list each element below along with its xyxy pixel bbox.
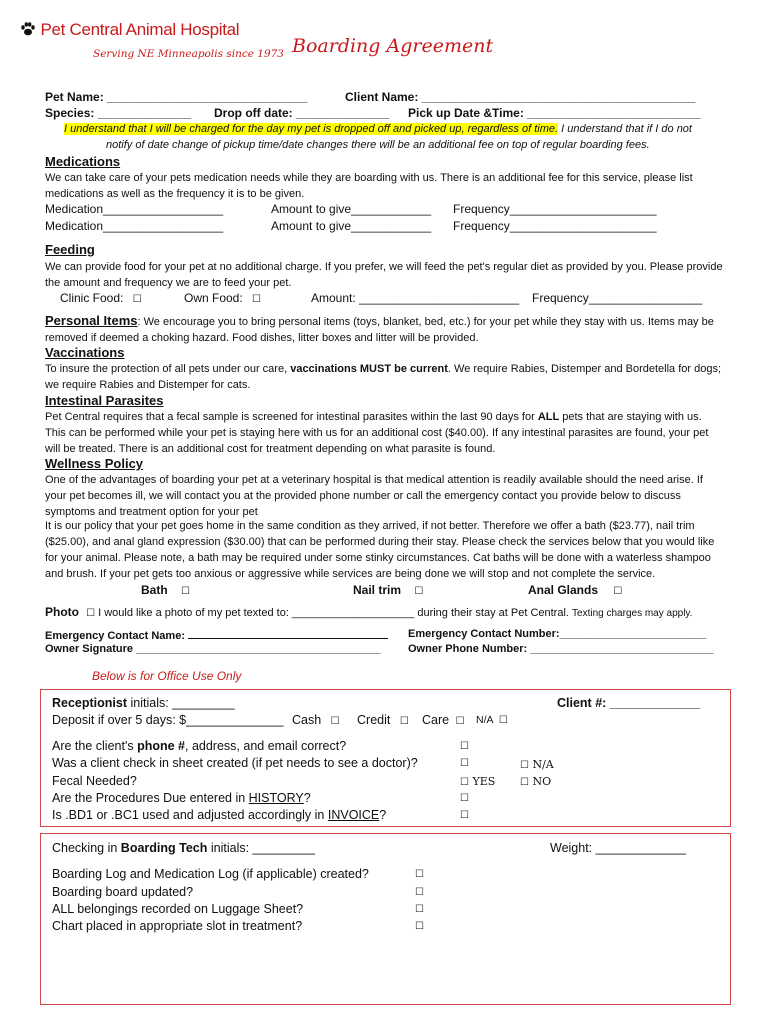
- na-option[interactable]: [476, 714, 508, 726]
- nail-trim-option[interactable]: [353, 583, 423, 597]
- fecal-no-option[interactable]: [520, 775, 551, 788]
- checkbox-icon[interactable]: ☐: [613, 586, 623, 597]
- food-frequency-field[interactable]: Frequency_________________: [532, 291, 703, 305]
- charge-notice-rest: I understand that if I do not: [558, 123, 692, 135]
- checkbox-icon[interactable]: ☐: [86, 608, 96, 619]
- feeding-text: We can provide food for your pet at no additional charge. If you prefer, we will feed the pet's regular diet as provided by you. Please provide the amount and frequency we are to feed your pet.: [45, 261, 723, 289]
- parasites-text-bold: ALL: [537, 411, 560, 423]
- pick-up-field[interactable]: Pick up Date &Time: __________________________: [408, 106, 701, 120]
- checkbox-icon[interactable]: ☐: [498, 715, 508, 726]
- wellness-text-2: It is our policy that your pet goes home in the same condition as they arrived, if not better. Therefore we offer a bath ($23.77), nail trim ($25.00), and anal gland expression ($30.00) that can be performed during their stay. Please check the services below that you would like for your animal. Please note, a bath may be required under some stinky circumstances. Cat baths will be done with a waterless shampoo and brush. If your pet gets too anxious or aggressive while services are being done we will stop and not complete the service.: [45, 520, 715, 580]
- office-use-note: Below is for Office Use Only: [92, 669, 242, 683]
- checkbox-icon[interactable]: ☐: [415, 921, 424, 932]
- question-history: [52, 791, 311, 805]
- medication-row-1-medication[interactable]: Medication__________________: [45, 202, 224, 216]
- vaccinations-text-bold: vaccinations MUST be current: [290, 363, 448, 375]
- wellness-text-1: One of the advantages of boarding your pet at a veterinary hospital is that medical attention is readily available should the need arise. If your pet becomes ill, we will contact you at the provided phone number or call the emergency contact you provide below to discuss symptoms and treatment option for your pet: [45, 474, 703, 518]
- charge-notice: [64, 123, 692, 135]
- question-checkin-sheet: Was a client check in sheet created (if pet needs to see a doctor)?: [52, 756, 418, 770]
- care-label: Care: [422, 713, 450, 727]
- client-number-field[interactable]: Client #: _____________: [557, 696, 701, 710]
- medication-row-1-frequency[interactable]: Frequency______________________: [453, 202, 657, 216]
- bath-label: Bath: [141, 583, 168, 597]
- checkin-b: Boarding Tech: [120, 841, 208, 855]
- wellness-heading: Wellness Policy: [45, 456, 144, 471]
- medications-heading: Medications: [45, 154, 121, 169]
- species-field[interactable]: Species: ______________: [45, 106, 192, 120]
- food-amount-field[interactable]: Amount: ________________________: [311, 291, 520, 305]
- owner-phone-field[interactable]: Owner Phone Number: ______________________________: [408, 643, 714, 655]
- vaccinations-text: [45, 361, 725, 393]
- receptionist-label: Receptionist: [52, 696, 128, 710]
- question-invoice-a: Is .BD1 or .BC1 used and adjusted accordingly in: [52, 808, 328, 822]
- checkbox-icon[interactable]: ☐: [252, 294, 262, 305]
- personal-items-text: : We encourage you to bring personal items (toys, blanket, bed, etc.) for your pet while they stay with us. Items may be removed if deemed a choking hazard. Food dishes, litter boxes and litter will be provided.: [45, 316, 714, 344]
- checkin-sheet-na-option[interactable]: [520, 758, 554, 771]
- photo-text: I would like a photo of my pet texted to: ____________________ during their stay at Pet Central.: [98, 607, 569, 619]
- question-phone-c: , address, and email correct?: [185, 739, 347, 753]
- question-phone-b: phone #: [137, 739, 185, 753]
- checkbox-icon[interactable]: ☐: [520, 777, 529, 788]
- owner-signature-field[interactable]: Owner Signature ________________________________________: [45, 643, 381, 655]
- parasites-text: [45, 409, 725, 457]
- anal-glands-label: Anal Glands: [528, 583, 599, 597]
- logo-text: Pet Central Animal Hospital: [40, 20, 240, 39]
- own-food-option[interactable]: [184, 291, 261, 305]
- task-luggage-sheet: ALL belongings recorded on Luggage Sheet?: [52, 902, 304, 916]
- checkbox-icon[interactable]: ☐: [460, 758, 469, 769]
- care-option[interactable]: [422, 713, 465, 727]
- vaccinations-heading: Vaccinations: [45, 345, 125, 360]
- question-phone: [52, 739, 346, 753]
- checkin-c: initials: _________: [207, 841, 316, 855]
- emergency-contact-name-label: Emergency Contact Name:: [45, 630, 185, 642]
- pet-name-field[interactable]: Pet Name: ______________________________: [45, 90, 308, 104]
- boarding-tech-initials-field[interactable]: [52, 841, 315, 855]
- vaccinations-text-a: To insure the protection of all pets under our care,: [45, 363, 291, 375]
- personal-items-heading: Personal Items: [45, 313, 138, 328]
- client-name-field[interactable]: Client Name: _________________________________________: [345, 90, 696, 104]
- logo: [20, 20, 239, 40]
- parasites-text-b: pets that are staying with us. This can be performed while your pet is staying here with us for an additional cost ($40.00). If any intestinal parasites are found, your pet will be treated. There is an additional cost for treatment depending on what parasite is found.: [45, 411, 709, 455]
- medication-row-2-frequency[interactable]: Frequency______________________: [453, 219, 657, 233]
- receptionist-initials: initials: _________: [127, 696, 235, 710]
- checkbox-icon[interactable]: ☐: [132, 294, 142, 305]
- question-invoice-c: ?: [379, 808, 387, 822]
- question-history-b: HISTORY: [248, 791, 304, 805]
- feeding-heading: Feeding: [45, 242, 95, 257]
- doc-title: Boarding Agreement: [292, 35, 494, 57]
- deposit-field[interactable]: Deposit if over 5 days: $______________: [52, 713, 284, 727]
- checkbox-icon[interactable]: ☐: [330, 716, 340, 727]
- nail-trim-label: Nail trim: [353, 583, 402, 597]
- checkbox-icon[interactable]: ☐: [460, 810, 469, 821]
- charge-notice-line2: notify of date change of pickup time/date changes there will be an additional fee on top of regular boarding fees.: [106, 139, 650, 151]
- clinic-food-label: Clinic Food:: [60, 291, 124, 305]
- credit-label: Credit: [357, 713, 391, 727]
- credit-option[interactable]: [357, 713, 409, 727]
- drop-off-field[interactable]: Drop off date: ______________: [214, 106, 390, 120]
- photo-option[interactable]: [45, 605, 692, 619]
- checkbox-icon[interactable]: ☐: [414, 586, 424, 597]
- medication-row-2-medication[interactable]: Medication__________________: [45, 219, 224, 233]
- fecal-yes-label: YES: [472, 775, 496, 788]
- checkbox-icon[interactable]: ☐: [415, 869, 424, 880]
- checkbox-icon[interactable]: ☐: [460, 793, 469, 804]
- question-invoice: [52, 808, 386, 822]
- fecal-no-label: NO: [532, 775, 552, 788]
- checkin-sheet-na-label: N/A: [532, 758, 554, 771]
- bath-option[interactable]: [141, 583, 190, 597]
- task-boarding-log: Boarding Log and Medication Log (if applicable) created?: [52, 867, 369, 881]
- clinic-food-option[interactable]: [60, 291, 142, 305]
- receptionist-field[interactable]: [52, 696, 235, 710]
- question-fecal: Fecal Needed?: [52, 774, 137, 788]
- emergency-contact-name-line: [188, 628, 388, 639]
- own-food-label: Own Food:: [184, 291, 243, 305]
- anal-glands-option[interactable]: [528, 583, 622, 597]
- question-invoice-b: INVOICE: [327, 808, 380, 822]
- checkbox-icon[interactable]: ☐: [181, 586, 190, 597]
- cash-label: Cash: [292, 713, 322, 727]
- question-phone-a: Are the client's: [52, 739, 138, 753]
- paw-print-icon: [20, 21, 36, 37]
- medications-text: We can take care of your pets medication needs while they are boarding with us. There is an additional fee for this service, please list medications as well as the frequency it is to be given.: [45, 172, 693, 200]
- checkbox-icon[interactable]: ☐: [399, 716, 409, 727]
- weight-field[interactable]: Weight: _____________: [550, 841, 686, 855]
- photo-note: Texting charges may apply.: [572, 608, 693, 619]
- checkbox-icon[interactable]: ☐: [460, 741, 469, 752]
- medication-row-2-amount[interactable]: Amount to give____________: [271, 219, 432, 233]
- vaccinations-text-b: . We require Rabies, Distemper and Bordetella for dogs; we require Rabies and Distemper for cats.: [45, 363, 722, 391]
- checkbox-icon[interactable]: ☐: [415, 887, 424, 898]
- emergency-contact-number-field[interactable]: Emergency Contact Number:________________________: [408, 628, 707, 640]
- emergency-contact-name-field[interactable]: [45, 628, 388, 642]
- checkbox-icon[interactable]: ☐: [520, 760, 529, 771]
- checkbox-icon[interactable]: ☐: [455, 716, 465, 727]
- na-label: N/A: [476, 714, 493, 726]
- task-boarding-board: Boarding board updated?: [52, 885, 194, 899]
- parasites-text-a: Pet Central requires that a fecal sample is screened for intestinal parasites within the last 90 days for: [45, 411, 538, 423]
- personal-items-section: [45, 313, 725, 346]
- fecal-yes-option[interactable]: [460, 775, 495, 788]
- parasites-heading: Intestinal Parasites: [45, 393, 164, 408]
- question-history-a: Are the Procedures Due entered in: [52, 791, 249, 805]
- checkbox-icon[interactable]: ☐: [415, 904, 424, 915]
- checkbox-icon[interactable]: ☐: [460, 777, 469, 788]
- medication-row-1-amount[interactable]: Amount to give____________: [271, 202, 432, 216]
- checkin-a: Checking in: [52, 841, 121, 855]
- tagline: Serving NE Minneapolis since 1973: [93, 48, 284, 60]
- task-chart-placed: Chart placed in appropriate slot in treatment?: [52, 919, 303, 933]
- photo-label: Photo: [45, 605, 79, 619]
- cash-option[interactable]: [292, 713, 340, 727]
- question-history-c: ?: [303, 791, 311, 805]
- charge-notice-highlight: I understand that I will be charged for the day my pet is dropped off and picked up, regardless of time.: [64, 123, 559, 135]
